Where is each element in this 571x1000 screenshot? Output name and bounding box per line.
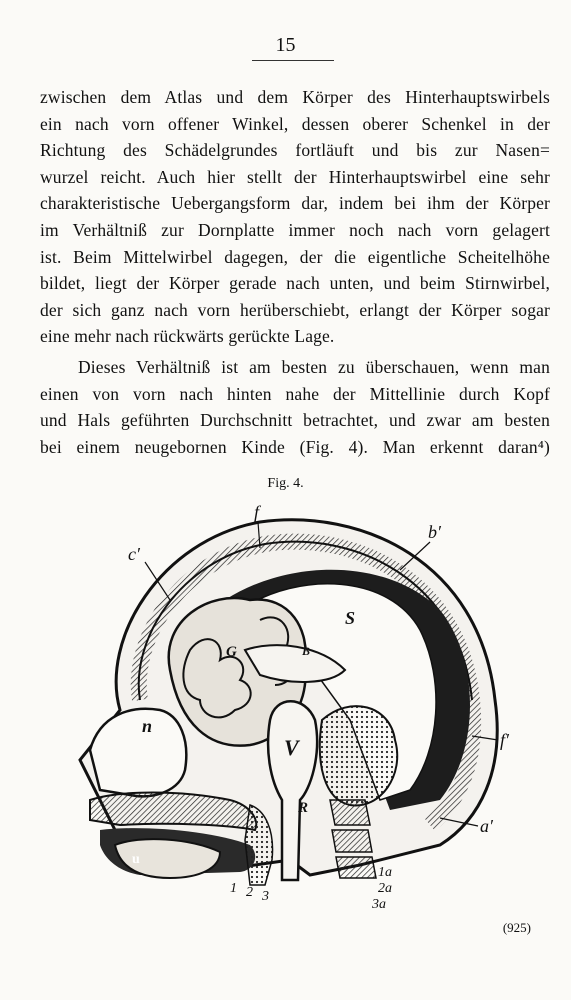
label-f-prime: f′ xyxy=(500,730,509,750)
label-f: f xyxy=(254,502,260,522)
text-line: ein nach vorn offener Winkel, dessen oberer Schenkel in der xyxy=(40,113,550,134)
text-line: im Verhältniß zur Dornplatte immer noch nach vorn gelagert xyxy=(40,219,550,240)
page-number: 15 xyxy=(275,34,296,56)
text-line: charakteristische Uebergangsform dar, indem bei ihm der Körper xyxy=(40,193,550,214)
text-line: Dieses Verhältniß ist am besten zu überschauen, wenn man xyxy=(78,356,550,377)
body-text xyxy=(40,84,550,460)
text-line: bei einem neugebornen Kinde (Fig. 4). Man erkennt daran⁴) xyxy=(40,436,550,457)
text-line: zwischen dem Atlas und dem Körper des Hinterhauptswirbels xyxy=(40,87,550,107)
text-line: Richtung des Schädelgrundes fortläuft und bis zur Nasen= xyxy=(40,140,550,161)
label-1a: 1a xyxy=(378,865,392,880)
page-footer-code: (925) xyxy=(502,920,531,935)
figure-caption: Fig. 4. xyxy=(267,476,304,491)
label-s: S xyxy=(345,608,356,628)
page-number-rule xyxy=(252,60,334,61)
label-b-prime: b′ xyxy=(428,522,441,542)
label-r: R xyxy=(298,800,309,816)
text-line: bildet, liegt der Körper gerade nach unten, und beim Stirnwirbel, xyxy=(40,273,550,294)
label-1: 1 xyxy=(230,881,237,896)
skull-section-figure xyxy=(60,500,520,920)
text-line: eine mehr nach rückwärts gerückte Lage. xyxy=(40,326,335,347)
label-c-prime: c′ xyxy=(128,544,140,564)
text-line: der sich ganz nach vorn herüberschiebt, erlangt der Körper sogar xyxy=(40,299,550,320)
label-2: 2 xyxy=(246,885,253,900)
text-line: einen von vorn nach hinten nahe der Mittellinie durch Kopf xyxy=(40,383,550,404)
text-line: ist. Beim Mittelwirbel dagegen, der die eigentliche Scheitelhöhe xyxy=(40,246,550,267)
label-b: B xyxy=(302,644,311,658)
text-line: und Hals geführten Durchschnitt betrachtet, und zwar am besten xyxy=(40,410,550,431)
skull-section-illustration xyxy=(60,500,520,920)
label-n: n xyxy=(142,716,153,736)
label-a-prime: a′ xyxy=(480,816,493,836)
text-line: wurzel reicht. Auch hier stellt der Hinterhauptswirbel eine sehr xyxy=(40,166,550,187)
label-u: u xyxy=(132,852,140,867)
label-g: G xyxy=(226,644,237,660)
label-v: V xyxy=(284,735,299,760)
label-3: 3 xyxy=(262,889,269,904)
label-2a: 2a xyxy=(378,881,392,896)
label-3a: 3a xyxy=(372,897,386,912)
